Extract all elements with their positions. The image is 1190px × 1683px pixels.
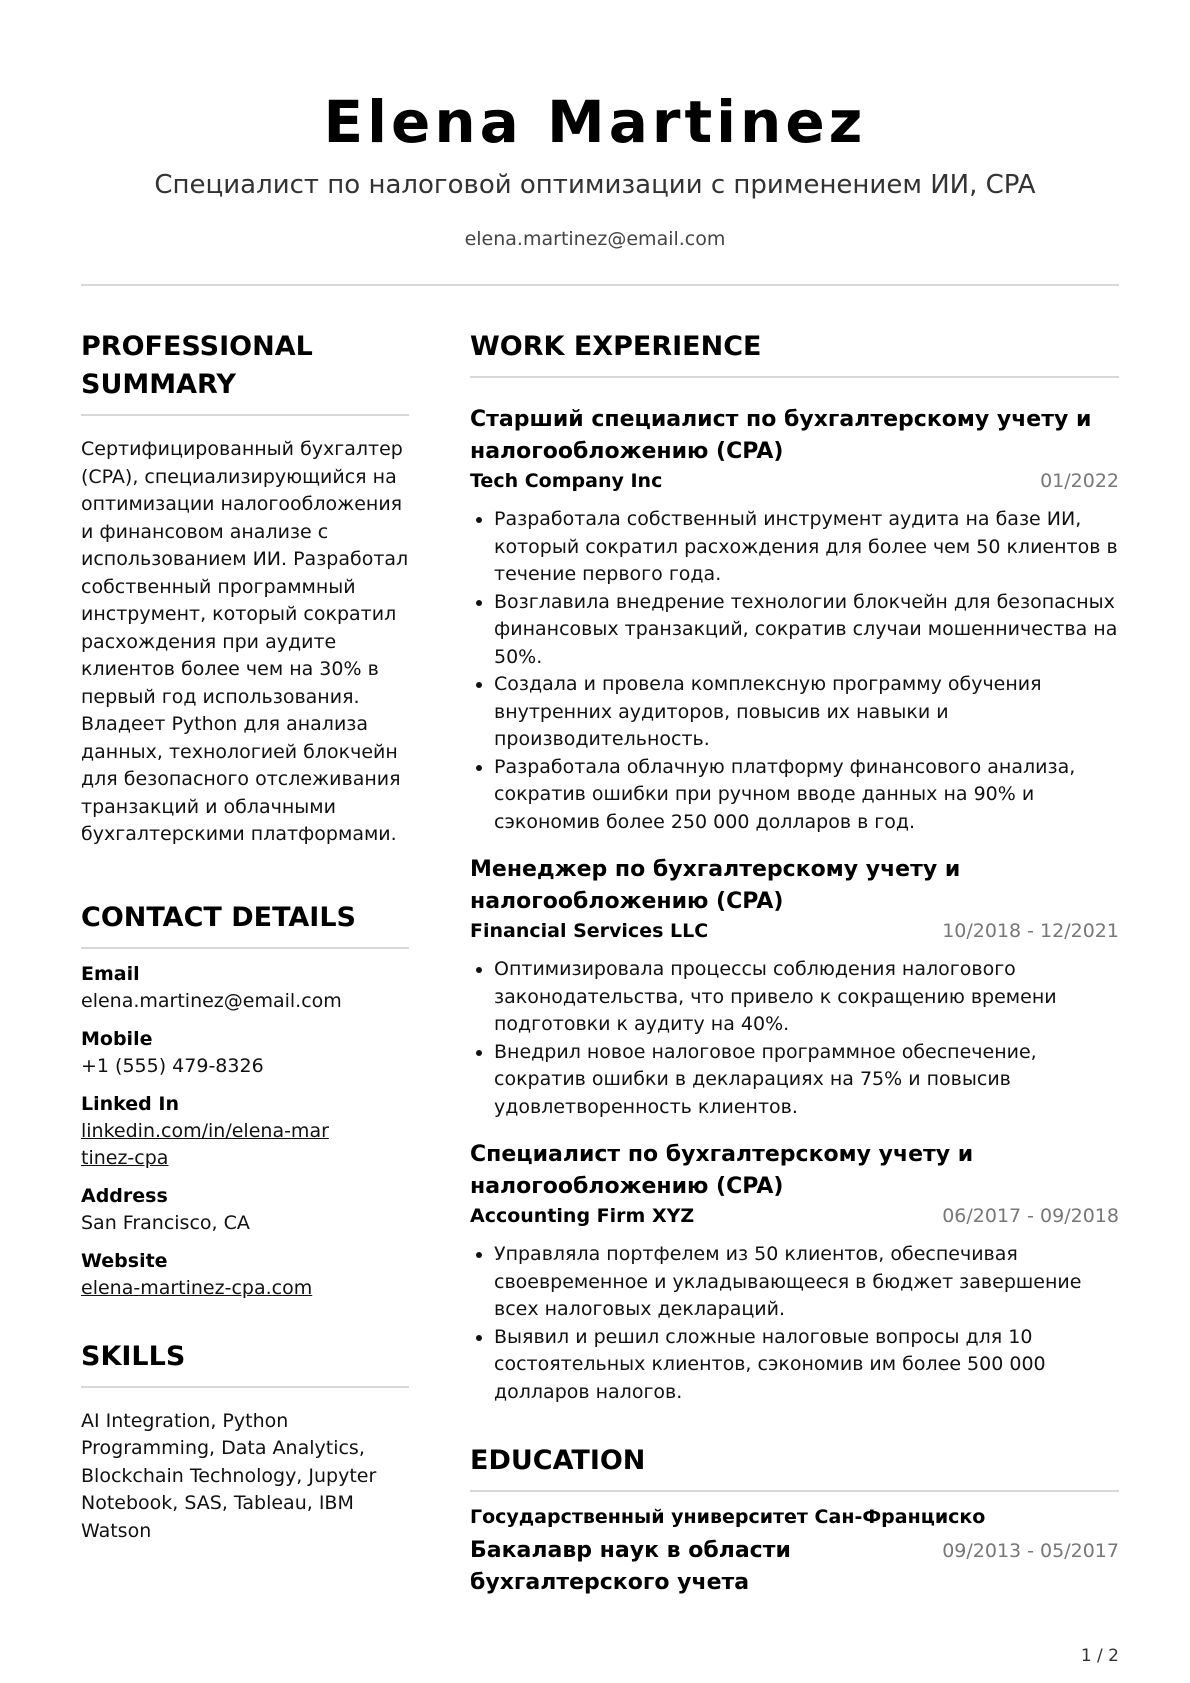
contact-heading: CONTACT DETAILS: [81, 901, 356, 933]
right-column: [470, 328, 1119, 1599]
job-bullet: • Разработала облачную платформу финансового анализа, сократив ошибки при ручном вводе данных на 90% и сэкономив более 250 000 долларов в год.: [494, 754, 1119, 837]
contact-label-email: Email: [81, 962, 140, 985]
education-degree: Бакалавр наук в области бухгалтерского учета: [470, 1538, 791, 1595]
job-title: Старший специалист по бухгалтерскому учету и налогообложению (CPA): [470, 407, 1092, 464]
education-row: [470, 1535, 1119, 1599]
resume-name: Elena Martinez: [323, 88, 867, 156]
contact-list: [81, 961, 409, 1302]
work-heading: WORK EXPERIENCE: [470, 331, 762, 362]
job-company: Accounting Firm XYZ: [470, 1205, 695, 1227]
job-bullet: • Внедрил новое налоговое программное обеспечение, сократив ошибки в декларациях на 75% и повысив удовлетворенность клиентов.: [494, 1039, 1119, 1122]
contact-email-value[interactable]: elena.martinez@email.com: [81, 989, 342, 1012]
page-number: 1 / 2: [1080, 1646, 1119, 1666]
contact-mobile-value[interactable]: +1 (555) 479-8326: [81, 1054, 264, 1077]
section-divider: [81, 414, 409, 416]
skills-heading: SKILLS: [81, 1340, 186, 1372]
education-section: [470, 1442, 1119, 1599]
contact-label-address: Address: [81, 1184, 168, 1207]
job-meta: [470, 1205, 1119, 1227]
job-bullet: • Выявил и решил сложные налоговые вопросы для 10 состоятельных клиентов, сэкономив им более 500 000 долларов налогов.: [494, 1324, 1119, 1407]
education-heading: EDUCATION: [470, 1445, 646, 1476]
job-entry: [470, 1139, 1119, 1406]
job-bullet: • Разработала собственный инструмент аудита на базе ИИ, который сократил расхождения для более чем 50 клиентов в течение первого года.: [494, 506, 1119, 589]
job-company: Financial Services LLC: [470, 920, 709, 942]
contact-section: [81, 899, 409, 1302]
job-bullet: • Возглавила внедрение технологии блокчейн для безопасных финансовых транзакций, сократив случаи мошенничества на 50%.: [494, 589, 1119, 672]
section-divider: [81, 1386, 409, 1388]
job-dates: 06/2017 - 09/2018: [942, 1205, 1119, 1227]
contact-label-mobile: Mobile: [81, 1027, 153, 1050]
job-entry: [470, 854, 1119, 1121]
job-bullet: • Оптимизировала процессы соблюдения налогового законодательства, что привело к сокращению времени подготовки к аудиту на 40%.: [494, 956, 1119, 1039]
header-divider: [81, 284, 1119, 286]
job-title: Менеджер по бухгалтерскому учету и налогообложению (CPA): [470, 857, 961, 914]
job-company: Tech Company Inc: [470, 470, 663, 492]
job-bullets: [470, 956, 1119, 1121]
education-dates: 09/2013 - 05/2017: [942, 1540, 1119, 1562]
website-link[interactable]: elena-martinez-cpa.com: [81, 1276, 313, 1299]
section-divider: [470, 1490, 1119, 1492]
job-bullet: • Создала и провела комплексную программу обучения внутренних аудиторов, повысив их навыки и производительность.: [494, 671, 1119, 754]
summary-heading: PROFESSIONAL SUMMARY: [81, 331, 313, 400]
job-title: Специалист по бухгалтерскому учету и налогообложению (CPA): [470, 1142, 974, 1199]
job-dates: 01/2022: [1040, 470, 1119, 492]
summary-section: [81, 328, 409, 849]
job-bullets: [470, 506, 1119, 836]
summary-text: Сертифицированный бухгалтер (CPA), специализирующийся на оптимизации налогообложения и финансовом анализе с использованием ИИ. Разработал собственный программный инструмент, который сократил расхождения при аудите клиентов более чем на 30% в первый год использования. Владеет Python для анализа данных, технологией блокчейн для безопасного отслеживания транзакций и облачными бухгалтерскими платформами.: [81, 438, 409, 845]
section-divider: [81, 947, 409, 949]
header-email[interactable]: elena.martinez@email.com: [464, 228, 726, 250]
job-bullet: • Управляла портфелем из 50 клиентов, обеспечивая своевременное и укладывающееся в бюджет завершение всех налоговых деклараций.: [494, 1241, 1119, 1324]
linkedin-link[interactable]: linkedin.com/in/elena-martinez-cpa: [81, 1119, 329, 1169]
job-bullets: [470, 1241, 1119, 1406]
work-section: [470, 328, 1119, 1406]
job-entry: [470, 404, 1119, 836]
skills-section: [81, 1338, 409, 1546]
left-column: [81, 328, 409, 1545]
contact-label-linkedin: Linked In: [81, 1092, 179, 1115]
contact-label-website: Website: [81, 1249, 168, 1272]
job-dates: 10/2018 - 12/2021: [942, 920, 1119, 942]
education-school: Государственный университет Сан-Франциско: [470, 1506, 986, 1528]
section-divider: [470, 376, 1119, 378]
skills-text: AI Integration, Python Programming, Data Analytics, Blockchain Technology, Jupyter Notebook, SAS, Tableau, IBM Watson: [81, 1409, 377, 1542]
job-meta: [470, 920, 1119, 942]
resume-subtitle: Специалист по налоговой оптимизации с применением ИИ, CPA: [154, 170, 1036, 200]
contact-address-value: San Francisco, CA: [81, 1211, 250, 1234]
job-meta: [470, 470, 1119, 492]
